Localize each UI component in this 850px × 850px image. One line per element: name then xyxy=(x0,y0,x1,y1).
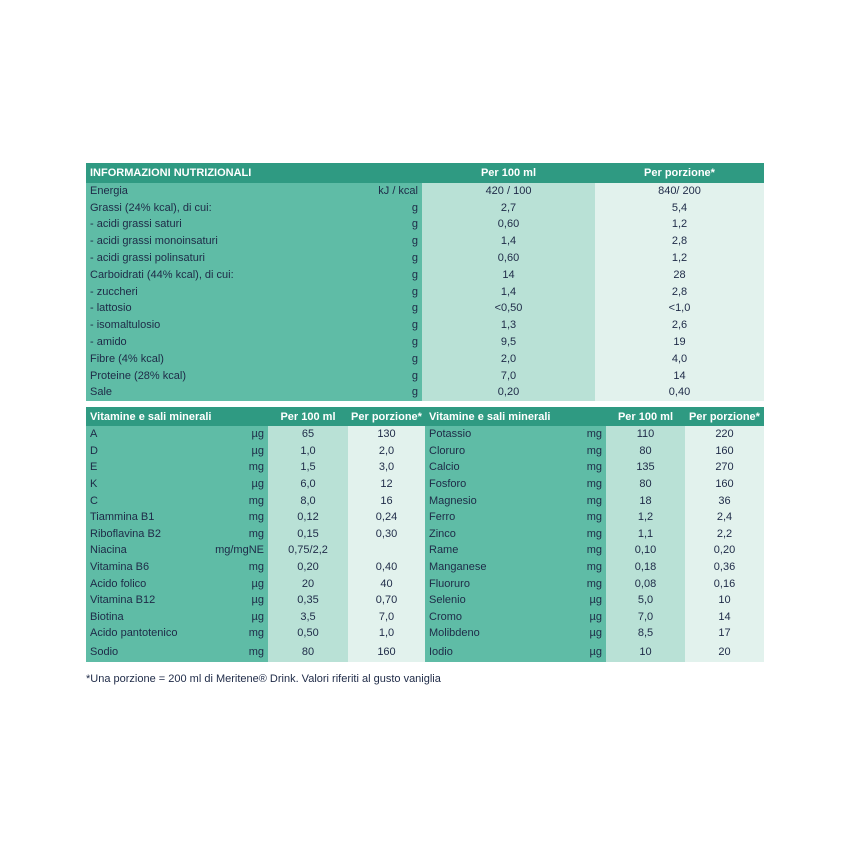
nutrient-row xyxy=(86,385,764,402)
vitamin-label xyxy=(86,526,268,543)
mineral-label xyxy=(425,509,606,526)
vitamin-name: E xyxy=(90,461,98,474)
value-per-portion: 2,8 xyxy=(595,233,764,250)
mineral-label xyxy=(425,575,606,592)
nutrient-label xyxy=(86,334,422,351)
mineral-unit: mg xyxy=(586,527,602,540)
vitamin-per-100ml: 20 xyxy=(268,575,348,592)
value-per-100ml: 2,7 xyxy=(422,200,595,217)
value-per-portion: 0,40 xyxy=(595,385,764,402)
mineral-per-portion: 0,20 xyxy=(685,542,764,559)
vitamin-label xyxy=(86,509,268,526)
value-per-100ml: 420 / 100 xyxy=(422,183,595,200)
nutrient-unit: g xyxy=(411,352,418,365)
mineral-per-portion: 2,4 xyxy=(685,509,764,526)
mineral-per-portion: 160 xyxy=(685,476,764,493)
vitamin-name: Riboflavina B2 xyxy=(90,527,161,540)
nutrient-row xyxy=(86,334,764,351)
nutrient-label xyxy=(86,351,422,368)
value-per-100ml: 0,20 xyxy=(422,385,595,402)
mineral-label xyxy=(425,559,606,576)
vitamin-unit: µg xyxy=(251,610,264,623)
vitamin-label xyxy=(86,609,268,626)
mineral-name: Molibdeno xyxy=(429,627,480,640)
vitamin-per-100ml: 0,35 xyxy=(268,592,348,609)
mineral-unit: mg xyxy=(586,544,602,557)
value-per-100ml: 0,60 xyxy=(422,250,595,267)
nutrient-row xyxy=(86,317,764,334)
header-vitamins-right: Vitamine e sali minerali xyxy=(425,407,606,426)
nutrient-unit: g xyxy=(411,218,418,231)
nutrient-unit: g xyxy=(411,285,418,298)
nutrient-name: Energia xyxy=(90,184,128,197)
vitamin-unit: mg xyxy=(248,627,264,640)
header-per-100ml-left: Per 100 ml xyxy=(268,407,348,426)
mineral-per-portion: 220 xyxy=(685,426,764,443)
vitamin-label xyxy=(86,625,268,642)
nutrient-unit: g xyxy=(411,369,418,382)
mineral-per-portion: 270 xyxy=(685,459,764,476)
value-per-100ml: 9,5 xyxy=(422,334,595,351)
header-per-100ml: Per 100 ml xyxy=(422,163,595,183)
value-per-portion: 1,2 xyxy=(595,250,764,267)
nutrient-row xyxy=(86,368,764,385)
nutrient-label xyxy=(86,267,422,284)
value-per-100ml: 1,4 xyxy=(422,233,595,250)
vitamin-per-portion: 1,0 xyxy=(348,625,425,642)
vitamin-unit: mg xyxy=(248,494,264,507)
vitamin-unit: mg xyxy=(248,645,264,658)
vitamin-per-100ml: 1,0 xyxy=(268,443,348,460)
mineral-per-portion: 0,16 xyxy=(685,575,764,592)
value-per-portion: <1,0 xyxy=(595,301,764,318)
vitamin-label xyxy=(86,443,268,460)
value-per-portion: 840/ 200 xyxy=(595,183,764,200)
vitamin-unit: µg xyxy=(251,444,264,457)
mineral-name: Ferro xyxy=(429,511,456,524)
vitamin-name: Acido pantotenico xyxy=(90,627,178,640)
mineral-unit: mg xyxy=(586,511,602,524)
nutrient-unit: kJ / kcal xyxy=(378,184,418,197)
nutrient-label xyxy=(86,250,422,267)
mineral-per-100ml: 0,18 xyxy=(606,559,685,576)
value-per-100ml: 0,60 xyxy=(422,217,595,234)
nutrient-row xyxy=(86,200,764,217)
header-per-portion: Per porzione* xyxy=(595,163,764,183)
nutrient-label xyxy=(86,233,422,250)
vitamin-label xyxy=(86,542,268,559)
vitamin-unit: mg xyxy=(248,527,264,540)
value-per-portion: 4,0 xyxy=(595,351,764,368)
mineral-unit: mg xyxy=(586,561,602,574)
nutrient-label xyxy=(86,317,422,334)
nutrient-row xyxy=(86,250,764,267)
vitamin-per-100ml: 1,5 xyxy=(268,459,348,476)
value-per-100ml: 1,4 xyxy=(422,284,595,301)
nutrient-name: - isomaltulosio xyxy=(90,319,161,332)
vitamin-per-portion: 2,0 xyxy=(348,443,425,460)
nutrient-label xyxy=(86,217,422,234)
vitamin-mineral-row xyxy=(86,492,764,509)
vitamin-label xyxy=(86,575,268,592)
vitamin-mineral-row xyxy=(86,592,764,609)
nutrient-label xyxy=(86,301,422,318)
vitamin-label xyxy=(86,492,268,509)
vitamin-mineral-row xyxy=(86,526,764,543)
nutrient-name: - zuccheri xyxy=(90,285,138,298)
vitamin-unit: µg xyxy=(251,428,264,441)
header-per-100ml-right: Per 100 ml xyxy=(606,407,685,426)
mineral-per-portion: 17 xyxy=(685,625,764,642)
vitamin-name: Niacina xyxy=(90,544,127,557)
nutrient-unit: g xyxy=(411,252,418,265)
vitamin-mineral-row xyxy=(86,575,764,592)
mineral-unit: mg xyxy=(586,494,602,507)
mineral-name: Iodio xyxy=(429,645,453,658)
mineral-per-portion: 160 xyxy=(685,443,764,460)
mineral-per-100ml: 1,2 xyxy=(606,509,685,526)
vitamin-mineral-row xyxy=(86,459,764,476)
mineral-label xyxy=(425,426,606,443)
vitamin-per-portion: 16 xyxy=(348,492,425,509)
vitamin-per-portion: 0,30 xyxy=(348,526,425,543)
nutrient-name: Proteine (28% kcal) xyxy=(90,369,186,382)
vitamin-unit: µg xyxy=(251,594,264,607)
mineral-per-100ml: 110 xyxy=(606,426,685,443)
nutrient-name: Carboidrati (44% kcal), di cui: xyxy=(90,268,234,281)
vitamin-name: Vitamina B6 xyxy=(90,561,150,574)
vitamin-label xyxy=(86,592,268,609)
mineral-per-100ml: 0,10 xyxy=(606,542,685,559)
mineral-label xyxy=(425,492,606,509)
nutrient-label xyxy=(86,200,422,217)
vitamin-per-portion: 0,40 xyxy=(348,559,425,576)
vitamin-per-portion: 160 xyxy=(348,642,425,662)
vitamin-per-100ml: 6,0 xyxy=(268,476,348,493)
mineral-per-100ml: 80 xyxy=(606,443,685,460)
mineral-unit: µg xyxy=(589,594,602,607)
vitamin-name: Sodio xyxy=(90,645,119,658)
vitamin-name: C xyxy=(90,494,98,507)
vitamin-per-100ml: 0,12 xyxy=(268,509,348,526)
nutrient-name: Fibre (4% kcal) xyxy=(90,352,164,365)
nutrient-name: - acidi grassi monoinsaturi xyxy=(90,235,218,248)
nutrient-row xyxy=(86,233,764,250)
nutrient-label xyxy=(86,385,422,402)
mineral-name: Potassio xyxy=(429,428,472,441)
vitamin-name: A xyxy=(90,428,98,441)
mineral-per-portion: 2,2 xyxy=(685,526,764,543)
header-per-portion-right: Per porzione* xyxy=(685,407,764,426)
nutrient-name: Sale xyxy=(90,386,113,399)
vitamin-per-portion: 0,70 xyxy=(348,592,425,609)
nutrition-facts-table xyxy=(86,163,764,401)
mineral-unit: mg xyxy=(586,428,602,441)
mineral-unit: µg xyxy=(589,610,602,623)
vitamin-mineral-row xyxy=(86,642,764,662)
value-per-portion: 19 xyxy=(595,334,764,351)
header-title: INFORMAZIONI NUTRIZIONALI xyxy=(86,163,422,183)
nutrient-unit: g xyxy=(411,201,418,214)
nutrient-unit: g xyxy=(411,302,418,315)
nutrient-row xyxy=(86,301,764,318)
mineral-per-100ml: 5,0 xyxy=(606,592,685,609)
vitamin-name: Tiammina B1 xyxy=(90,511,155,524)
vitamin-per-portion: 3,0 xyxy=(348,459,425,476)
vitamin-name: K xyxy=(90,478,98,491)
vitamin-label xyxy=(86,642,268,662)
vitamin-mineral-row xyxy=(86,509,764,526)
vitamin-per-100ml: 80 xyxy=(268,642,348,662)
vitamin-unit: µg xyxy=(251,478,264,491)
vitamin-unit: µg xyxy=(251,577,264,590)
mineral-name: Calcio xyxy=(429,461,460,474)
footnote: *Una porzione = 200 ml di Meritene® Drink. Valori riferiti al gusto vaniglia xyxy=(86,673,441,685)
vitamin-mineral-row xyxy=(86,609,764,626)
nutrient-row xyxy=(86,217,764,234)
mineral-unit: µg xyxy=(589,645,602,658)
mineral-per-100ml: 18 xyxy=(606,492,685,509)
nutrient-name: Grassi (24% kcal), di cui: xyxy=(90,201,212,214)
vitamin-per-100ml: 3,5 xyxy=(268,609,348,626)
mineral-name: Cloruro xyxy=(429,444,466,457)
mineral-name: Cromo xyxy=(429,610,463,623)
nutrient-name: - acidi grassi saturi xyxy=(90,218,182,231)
nutrition-table-header xyxy=(86,163,764,183)
vitamin-label xyxy=(86,426,268,443)
mineral-unit: mg xyxy=(586,444,602,457)
vitamin-per-portion: 40 xyxy=(348,575,425,592)
vitamin-label xyxy=(86,559,268,576)
vitamin-mineral-row xyxy=(86,426,764,443)
vitamin-per-portion: 130 xyxy=(348,426,425,443)
vitamin-unit: mg/mgNE xyxy=(215,544,264,557)
mineral-name: Magnesio xyxy=(429,494,477,507)
mineral-unit: mg xyxy=(586,577,602,590)
nutrient-row xyxy=(86,267,764,284)
nutrient-label xyxy=(86,183,422,200)
value-per-portion: 28 xyxy=(595,267,764,284)
vitamin-per-100ml: 8,0 xyxy=(268,492,348,509)
mineral-label xyxy=(425,459,606,476)
mineral-unit: mg xyxy=(586,461,602,474)
mineral-label xyxy=(425,592,606,609)
header-per-portion-left: Per porzione* xyxy=(348,407,425,426)
nutrient-name: - lattosio xyxy=(90,302,132,315)
vitamin-per-100ml: 0,15 xyxy=(268,526,348,543)
vitamins-minerals-table xyxy=(86,407,764,662)
nutrient-unit: g xyxy=(411,235,418,248)
nutrient-label xyxy=(86,368,422,385)
mineral-per-portion: 10 xyxy=(685,592,764,609)
vitamin-label xyxy=(86,459,268,476)
mineral-label xyxy=(425,542,606,559)
mineral-per-portion: 0,36 xyxy=(685,559,764,576)
vitamin-unit: mg xyxy=(248,511,264,524)
nutrient-label xyxy=(86,284,422,301)
value-per-portion: 5,4 xyxy=(595,200,764,217)
mineral-label xyxy=(425,526,606,543)
mineral-label xyxy=(425,642,606,662)
nutrient-unit: g xyxy=(411,336,418,349)
vitamin-per-100ml: 0,50 xyxy=(268,625,348,642)
value-per-portion: 14 xyxy=(595,368,764,385)
vitamin-name: Vitamina B12 xyxy=(90,594,156,607)
mineral-label xyxy=(425,609,606,626)
vitamin-per-100ml: 0,75/2,2 xyxy=(268,542,348,559)
mineral-per-100ml: 80 xyxy=(606,476,685,493)
vitamin-per-portion: 7,0 xyxy=(348,609,425,626)
header-vitamins-left: Vitamine e sali minerali xyxy=(86,407,268,426)
mineral-unit: mg xyxy=(586,478,602,491)
vitamin-mineral-row xyxy=(86,443,764,460)
value-per-portion: 1,2 xyxy=(595,217,764,234)
vitamin-per-100ml: 0,20 xyxy=(268,559,348,576)
value-per-100ml: 1,3 xyxy=(422,317,595,334)
mineral-name: Rame xyxy=(429,544,459,557)
mineral-unit: µg xyxy=(589,627,602,640)
vitamin-unit: mg xyxy=(248,561,264,574)
value-per-100ml: 14 xyxy=(422,267,595,284)
mineral-name: Zinco xyxy=(429,527,456,540)
mineral-name: Fluoruro xyxy=(429,577,470,590)
mineral-per-100ml: 7,0 xyxy=(606,609,685,626)
vitamins-table-header xyxy=(86,407,764,426)
vitamin-per-100ml: 65 xyxy=(268,426,348,443)
vitamin-name: D xyxy=(90,444,98,457)
vitamin-label xyxy=(86,476,268,493)
vitamin-mineral-row xyxy=(86,559,764,576)
mineral-label xyxy=(425,476,606,493)
mineral-per-100ml: 0,08 xyxy=(606,575,685,592)
vitamin-mineral-row xyxy=(86,625,764,642)
vitamin-name: Acido folico xyxy=(90,577,147,590)
vitamin-name: Biotina xyxy=(90,610,124,623)
mineral-per-portion: 14 xyxy=(685,609,764,626)
vitamin-per-portion: 12 xyxy=(348,476,425,493)
mineral-name: Selenio xyxy=(429,594,466,607)
value-per-100ml: 7,0 xyxy=(422,368,595,385)
vitamin-per-portion xyxy=(348,542,425,559)
nutrient-unit: g xyxy=(411,386,418,399)
value-per-portion: 2,6 xyxy=(595,317,764,334)
value-per-100ml: <0,50 xyxy=(422,301,595,318)
mineral-per-100ml: 8,5 xyxy=(606,625,685,642)
nutrient-name: - amido xyxy=(90,336,127,349)
mineral-name: Manganese xyxy=(429,561,487,574)
nutrient-row xyxy=(86,284,764,301)
mineral-label xyxy=(425,443,606,460)
mineral-per-100ml: 10 xyxy=(606,642,685,662)
vitamin-mineral-row xyxy=(86,542,764,559)
nutrient-unit: g xyxy=(411,268,418,281)
mineral-per-100ml: 135 xyxy=(606,459,685,476)
nutrient-name: - acidi grassi polinsaturi xyxy=(90,252,205,265)
nutrient-row xyxy=(86,351,764,368)
value-per-portion: 2,8 xyxy=(595,284,764,301)
vitamin-unit: mg xyxy=(248,461,264,474)
nutrient-unit: g xyxy=(411,319,418,332)
mineral-name: Fosforo xyxy=(429,478,467,491)
vitamin-mineral-row xyxy=(86,476,764,493)
mineral-per-portion: 36 xyxy=(685,492,764,509)
mineral-per-100ml: 1,1 xyxy=(606,526,685,543)
vitamin-per-portion: 0,24 xyxy=(348,509,425,526)
value-per-100ml: 2,0 xyxy=(422,351,595,368)
nutrient-row xyxy=(86,183,764,200)
mineral-label xyxy=(425,625,606,642)
mineral-per-portion: 20 xyxy=(685,642,764,662)
